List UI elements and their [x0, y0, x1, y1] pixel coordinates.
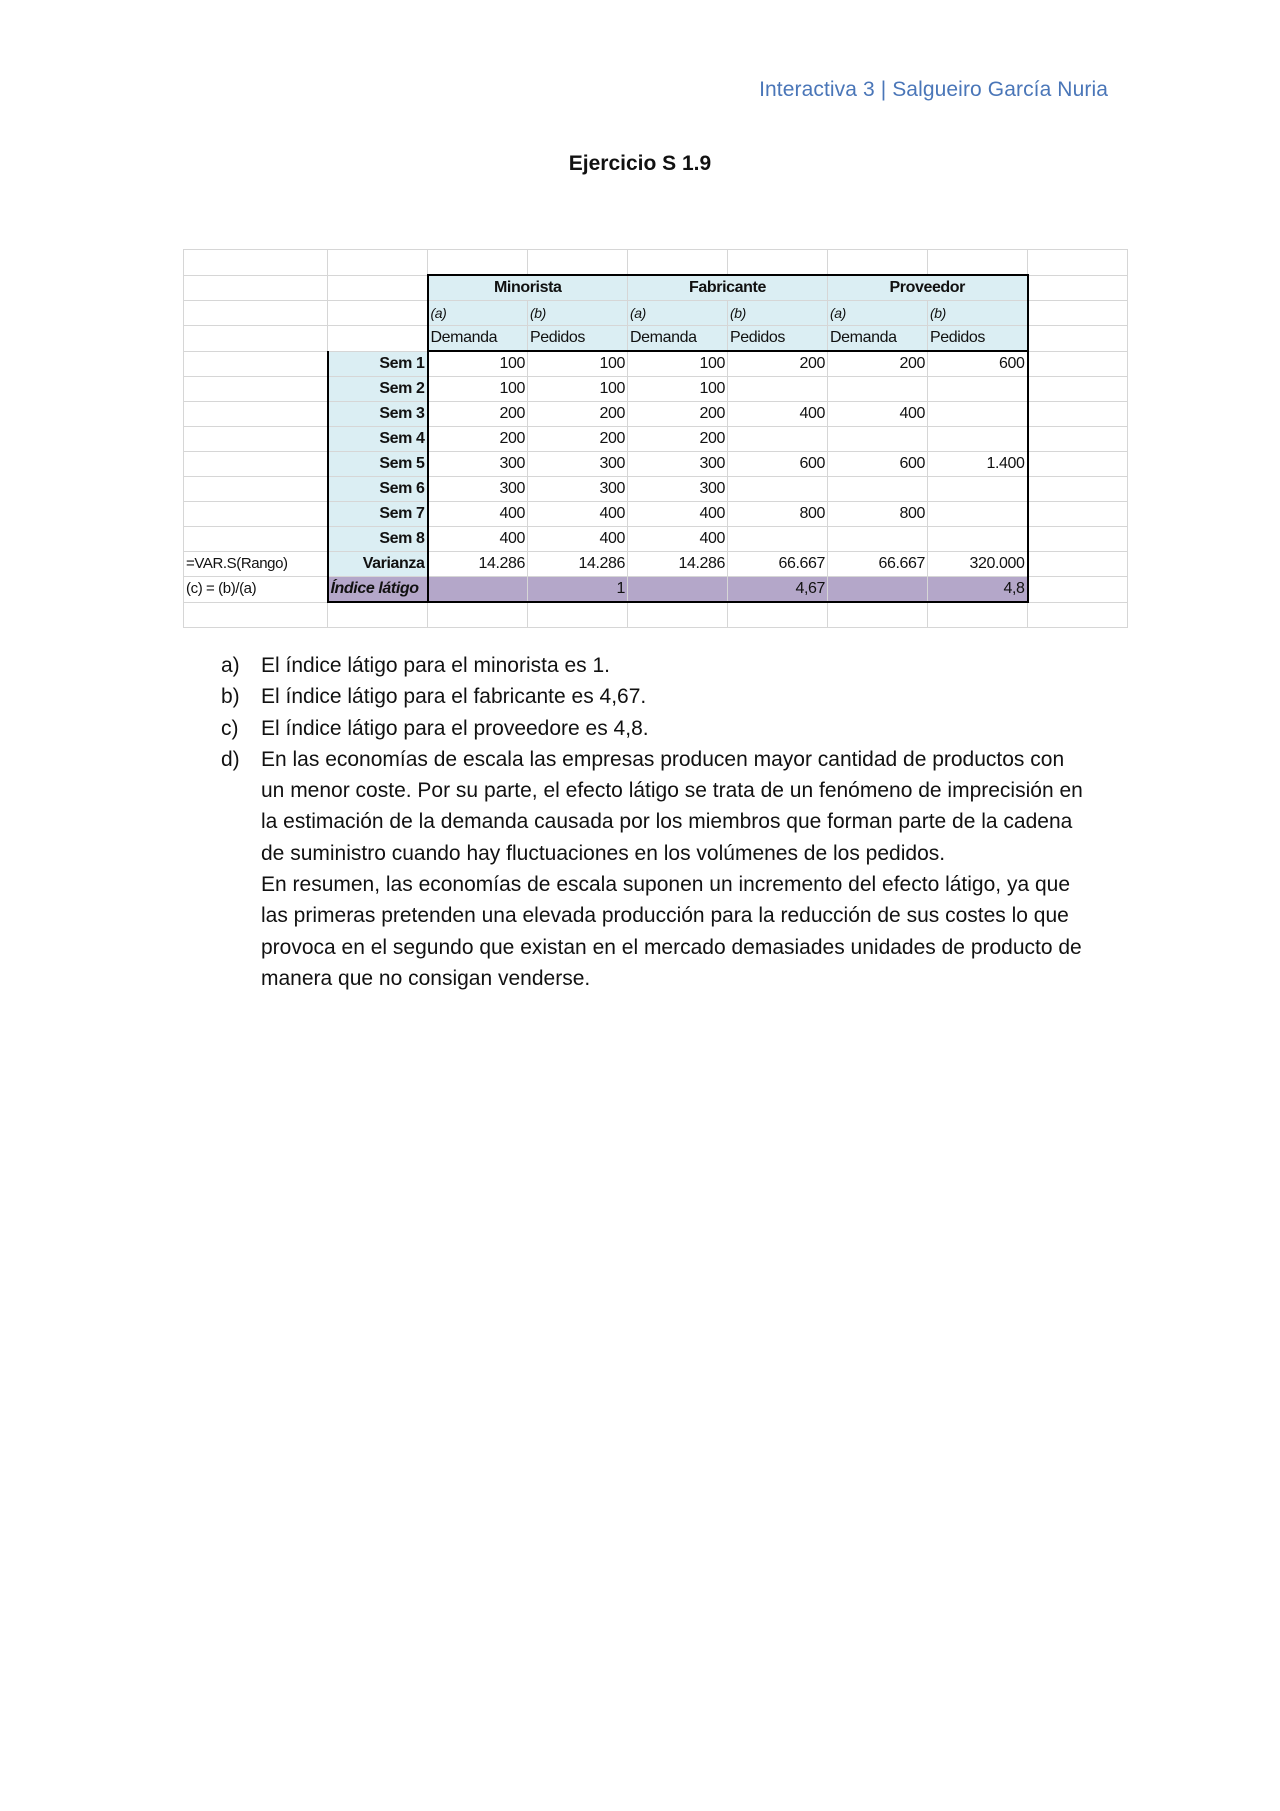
answer-marker: c)	[221, 716, 239, 740]
value-cell: 400	[428, 502, 528, 527]
variance-cell: 66.667	[828, 552, 928, 577]
sub-b: (b)	[928, 301, 1028, 326]
answer-text: En las economías de escala las empresas producen mayor cantidad de productos con un menor coste. Por su parte, el efecto látigo se trata de un fenómeno de imprecisión en la estimación de la demanda causada por los miembros que forman parte de la cadena de suministro cuando hay fluctuaciones en los volúmenes de los pedidos.	[261, 747, 1083, 865]
answer-marker: a)	[221, 654, 240, 677]
value-cell: 400	[528, 502, 628, 527]
answers-list	[221, 650, 1091, 994]
value-cell: 1.400	[928, 452, 1028, 477]
col-demanda: Demanda	[428, 326, 528, 352]
value-cell: 200	[428, 427, 528, 452]
variance-cell: 66.667	[728, 552, 828, 577]
value-cell: 400	[528, 527, 628, 552]
sub-b: (b)	[728, 301, 828, 326]
answer-item	[221, 713, 1091, 744]
index-proveedor: 4,8	[928, 577, 1028, 603]
answer-text: El índice látigo para el proveedore es 4,8.	[261, 716, 649, 740]
value-cell: 200	[628, 427, 728, 452]
value-cell: 400	[628, 502, 728, 527]
week-label: Sem 6	[328, 477, 428, 502]
sub-a: (a)	[428, 301, 528, 326]
group-fabricante: Fabricante	[628, 275, 828, 301]
value-cell: 800	[828, 502, 928, 527]
value-cell: 200	[528, 427, 628, 452]
value-cell: 300	[628, 477, 728, 502]
index-fabricante: 4,67	[728, 577, 828, 603]
value-cell: 600	[928, 351, 1028, 377]
answer-marker: b)	[221, 685, 240, 709]
page-header: Interactiva 3 | Salgueiro García Nuria	[759, 78, 1108, 101]
week-label: Sem 3	[328, 402, 428, 427]
sub-b: (b)	[528, 301, 628, 326]
week-row	[184, 527, 1128, 552]
col-demanda: Demanda	[628, 326, 728, 352]
week-row	[184, 477, 1128, 502]
value-cell: 400	[428, 527, 528, 552]
group-minorista: Minorista	[428, 275, 628, 301]
col-demanda: Demanda	[828, 326, 928, 352]
value-cell	[728, 377, 828, 402]
value-cell: 200	[828, 351, 928, 377]
value-cell: 400	[728, 402, 828, 427]
value-cell: 400	[828, 402, 928, 427]
week-row	[184, 351, 1128, 377]
variance-cell: 14.286	[628, 552, 728, 577]
answer-item	[221, 744, 1091, 994]
value-cell: 200	[728, 351, 828, 377]
week-label: Sem 1	[328, 351, 428, 377]
week-label: Sem 4	[328, 427, 428, 452]
value-cell	[928, 427, 1028, 452]
week-row	[184, 502, 1128, 527]
answer-item	[221, 681, 1091, 712]
answer-text: El índice látigo para el fabricante es 4,67.	[261, 685, 647, 709]
index-row	[184, 577, 1128, 603]
value-cell	[828, 477, 928, 502]
variance-label: Varianza	[328, 552, 428, 577]
week-row	[184, 452, 1128, 477]
variance-row	[184, 552, 1128, 577]
week-label: Sem 7	[328, 502, 428, 527]
value-cell: 100	[528, 377, 628, 402]
value-cell	[928, 377, 1028, 402]
value-cell: 800	[728, 502, 828, 527]
value-cell: 600	[828, 452, 928, 477]
answer-item	[221, 650, 1091, 681]
value-cell: 100	[528, 351, 628, 377]
value-cell: 100	[428, 377, 528, 402]
col-pedidos: Pedidos	[928, 326, 1028, 352]
value-cell: 200	[428, 402, 528, 427]
value-cell: 300	[528, 452, 628, 477]
column-header-row	[184, 326, 1128, 352]
variance-cell: 14.286	[528, 552, 628, 577]
value-cell	[828, 527, 928, 552]
sub-a: (a)	[828, 301, 928, 326]
index-label: Índice látigo	[328, 577, 428, 603]
value-cell: 100	[428, 351, 528, 377]
group-proveedor: Proveedor	[828, 275, 1028, 301]
variance-formula-note: =VAR.S(Rango)	[184, 552, 328, 577]
value-cell	[728, 427, 828, 452]
variance-cell: 320.000	[928, 552, 1028, 577]
week-row	[184, 402, 1128, 427]
col-pedidos: Pedidos	[528, 326, 628, 352]
variance-cell: 14.286	[428, 552, 528, 577]
week-label: Sem 5	[328, 452, 428, 477]
week-row	[184, 377, 1128, 402]
answer-marker: d)	[221, 747, 240, 771]
value-cell	[928, 527, 1028, 552]
value-cell	[928, 477, 1028, 502]
empty-row	[184, 602, 1128, 628]
value-cell	[928, 502, 1028, 527]
spreadsheet-table	[183, 249, 1128, 628]
value-cell: 100	[628, 377, 728, 402]
index-minorista: 1	[528, 577, 628, 603]
value-cell: 300	[428, 477, 528, 502]
value-cell	[828, 377, 928, 402]
value-cell	[828, 427, 928, 452]
value-cell: 200	[528, 402, 628, 427]
value-cell: 100	[628, 351, 728, 377]
week-row	[184, 427, 1128, 452]
answer-text: El índice látigo para el minorista es 1.	[261, 654, 611, 677]
value-cell: 300	[528, 477, 628, 502]
group-header-row	[184, 275, 1128, 301]
sub-header-row	[184, 301, 1128, 326]
value-cell: 400	[628, 527, 728, 552]
page-title: Ejercicio S 1.9	[568, 152, 712, 175]
answer-text-continued: En resumen, las economías de escala suponen un incremento del efecto látigo, ya que las primeras pretenden una elevada producción para la reducción de sus costes lo que provoca en el segundo que existan en el mercado demasiades unidades de producto de manera que no consigan venderse.	[261, 873, 1082, 990]
value-cell	[928, 402, 1028, 427]
week-label: Sem 2	[328, 377, 428, 402]
value-cell: 600	[728, 452, 828, 477]
index-formula-note: (c) = (b)/(a)	[184, 577, 328, 603]
value-cell: 300	[628, 452, 728, 477]
value-cell	[728, 527, 828, 552]
value-cell: 300	[428, 452, 528, 477]
col-pedidos: Pedidos	[728, 326, 828, 352]
empty-row	[184, 250, 1128, 276]
value-cell: 200	[628, 402, 728, 427]
week-label: Sem 8	[328, 527, 428, 552]
value-cell	[728, 477, 828, 502]
sub-a: (a)	[628, 301, 728, 326]
